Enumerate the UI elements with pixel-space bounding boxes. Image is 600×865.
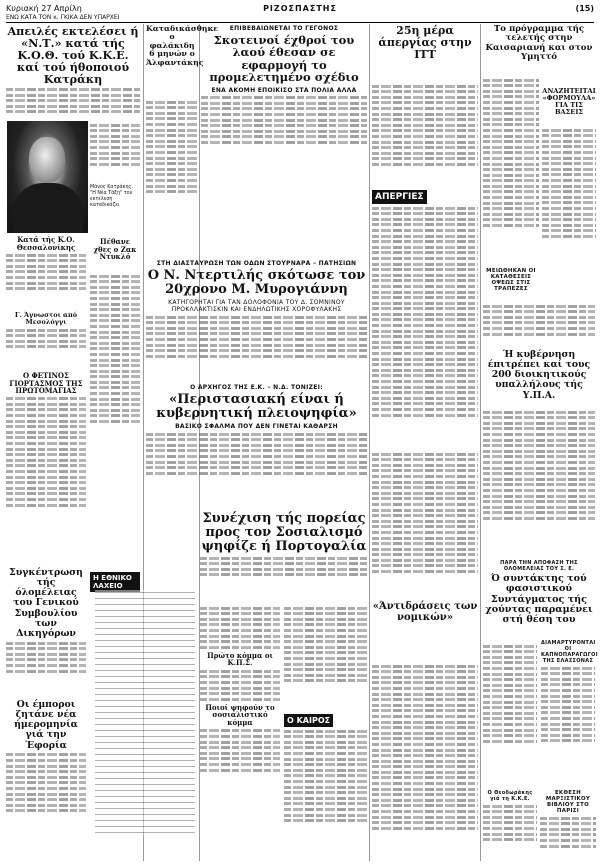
article-alfantakis [146,24,219,97]
article-deposits-body [483,302,595,348]
masthead-rule [6,22,594,23]
article-kicker: ΕΠΙΒΕΒΑΙΩΝΕΤΑΙ ΤΟ ΓΕΓΟΝΟΣ [229,25,339,32]
article-col2-text [146,98,198,248]
article-subhead: ΒΑΣΙΚΟ ΣΦΑΛΜΑ ΠΟΥ ΔΕΝ ΓΙΝΕΤΑΙ ΚΑΘΑΡΣΗ [175,423,338,431]
masthead-subline: ΕΝΩ ΚΑΤΑ ΤΟΝ κ. ΓΚΙΚΑ ΔΕΝ ΥΠΑΡΧΕΙ [6,14,120,21]
article-lawyers [6,568,86,688]
article-lawyers-body [372,662,478,860]
article-dertilis [146,260,367,380]
article-subhead: ΚΑΤΗΓΟΡΗΤΑΙ ΓΙΑ ΤΑΝ ΔΟΛΟΦΟΝΙΑ ΤΟΥ Δ. ΣΟΜΝΙΝΟΥ ΠΡΟΚΛΛΑΚΤΙΣΚΙΝ ΚΑΙ ΕΝΔΗΛΩΤΙΚΗΣ ΧΟΡΟΦΥΛΑΚΗΣ [168,299,345,314]
article-column-2 [90,272,140,532]
article-headline: Πέθανε χθες ο Ζακ Ντυκλό [93,237,137,262]
article-headline: Κατά τής Κ.Ο. Θεσσαλονίκης [16,235,76,252]
article-headline: ΜΕΙΩΘΗΚΑΝ ΟΙ ΚΑΤΑΘΕΣΕΙΣ ΟΨΕΩΣ ΣΤΙΣ ΤΡΑΠΕΖΕΣ [486,268,536,292]
article-headline: Γ. Άγνωστοι από Μεσολόγγι [14,311,78,327]
article-deposits [483,268,539,300]
article-headline: Καταδικάσθηκε ο φαλάκιδη 6 μηνών ο Άλφαντάκης [146,24,219,67]
article-headline: «Άντιδράσεις των νομικών» [372,601,478,623]
article-threats [6,25,140,115]
article-itt [372,25,478,81]
article-subhead: ΕΝΑ ΑΚΟΜΗ ΕΠΟΙΚΙΣΟ ΣΤΑ ΠΟΛΙΑ ΑΛΛΑ [211,86,357,94]
article-portugal [200,512,368,602]
article-headline: ΔΙΑΜΑΡΤΥΡΟΝΤΑΙ ΟΙ ΚΑΠΝΟΠΑΡΑΓΩΓΟΙ ΤΗΣ ΕΛΑΣΣΟΝΑΣ [541,640,598,664]
article-mesolongi [6,312,86,360]
weather-heading: Ο ΚΑΙΡΟΣ [284,714,333,727]
article-ypa-body [483,408,595,558]
article-kicker: Ο ΑΡΧΗΓΟΣ ΤΗΣ Ε.Κ. – Ν.Δ. ΤΟΝΙΖΕΙ: [190,384,323,391]
article-body [6,88,140,113]
article-weather [284,708,368,860]
photo-caption: Μάνος Κατράκης. "Η Νέα Τάξη" τον εκτέλεση καταδικάζει [90,185,133,208]
article-mayday [6,372,86,562]
article-junta-constitution [483,560,595,632]
article-headline: Ο Θεοδωράκης γιά τη Κ.Κ.Ε. [487,790,533,802]
article-majority [146,384,367,510]
article-strikes-2 [372,450,478,600]
lottery-label [90,572,140,588]
article-headline: Συνέχιση τής πορείας προς τον Σοσιαλισμό ψηφίζε ή Πορτογαλία [201,511,367,555]
article-headline: Συγκέντρωση τής όλομέλειας του Γενικού Συμβουλίου των Δικηγόρων [9,567,83,639]
article-headline: 25η μέρα άπεργίας στην ΙΤΤ [378,24,472,61]
article-headline: ΕΚΘΕΣΗ ΜΑΡΞΙΣΤΙΚΟΥ ΒΙΒΛΙΟΥ ΣΤΟ ΠΑΡΙΣΙ [545,790,591,814]
article-headline: Οι έμποροι ζητάνε νέα ήμερομηνία γιά την Έφορία [14,699,78,751]
page-number: (15) [575,4,594,13]
article-ypa [483,350,595,405]
column-divider [480,24,481,861]
article-strikes [372,184,478,444]
article-bases [542,88,596,124]
lottery-table [95,590,195,835]
article-tobacco [483,640,598,785]
article-marxist-book [540,790,596,860]
article-kicker: ΣΤΗ ΔΙΑΣΤΑΥΡΩΣΗ ΤΩΝ ΟΔΩΝ ΣΤΟΥΡΝΑΡΑ – ΠΑΤΗΣΙΩΝ [156,260,357,267]
article-lawyers-reaction [372,602,478,662]
article-column-text [90,121,140,183]
article-program-list [483,76,539,266]
article-subheading: Πρώτο κόμμα οι Κ.Π.Σ. [207,650,273,668]
article-headline: «Περιστασιακή είναι ή κυβερνητική πλειοψηφία» [156,392,357,422]
article-theodorakis [483,790,537,860]
article-headline: Ό συντάκτης τού φασιστικού Συντάγματος τής χούντας παραμένει στή θέση του [485,573,593,626]
article-kaisariani [483,25,595,75]
article-koth [6,236,86,308]
article-headline: Ή κυβέρνηση έπιτρέπει καί τους 200 διοικητικούς υπαλλήλους τής Υ.Π.Α. [487,349,591,401]
article-headline: Το πρόγραμμα τής τελετής στην Καισαριανή και στον Υμηττό [485,24,593,62]
article-kicker: ΠΑΡΑ ΤΗΝ ΑΠΟΦΑΣΗ ΤΗΣ ΟΛΟΜΕΛΕΙΑΣ ΤΟΥ Σ. Ε. [500,560,578,572]
masthead-date: Κυριακή 27 Απρίλη [6,4,82,13]
article-itt-body [372,82,478,182]
article-bases-body [542,126,596,276]
article-col-center-right [284,604,368,704]
article-merchants [6,700,86,860]
article-dark-enemies [201,25,367,160]
strikes-heading: ΑΠΕΡΓΙΕΣ [372,190,427,204]
article-headline: Απειλές εκτελέσει ή «Ν.Τ.» κατά τής Κ.Ο.Θ. τού Κ.Κ.Ε. καί τού ήθοποιού Κατράκη [7,24,139,87]
article-headline: Σκοτεινοί έχθροί του λαού έθεσαν σε εφαρμογή το προμελετημένο σχέδιο [209,33,359,85]
article-subheading: Ποιοί ψηφούν το σοσιαλιστικό κόμμα [205,702,275,727]
article-headline: Ο Ν. Ντερτιλής σκότωσε τον 20χρονο Μ. Μυρογιάννη [147,268,366,298]
portrait-photo [7,121,88,233]
column-divider [369,24,370,861]
article-headline: ΑΝΑΖΗΤΕΙΤΑΙ «ΦΟΡΜΟΥΛΑ» ΓΙΑ ΤΙΣ ΒΑΣΕΙΣ [542,87,596,117]
lottery-heading: Η ΕΘΝΙΚΟ ΛΑΧΕΙΟ [90,572,140,592]
article-duclos [90,238,140,268]
article-headline: Ο ΦΕΤΙΝΟΣ ΓΙΟΡΤΑΣΜΟΣ ΤΗΣ ΠΡΩΤΟΜΑΓΙΑΣ [9,371,83,396]
masthead-title: ΡΙΖΟΣΠΑΣΤΗΣ [263,4,337,13]
article-portugal-body [200,604,280,859]
